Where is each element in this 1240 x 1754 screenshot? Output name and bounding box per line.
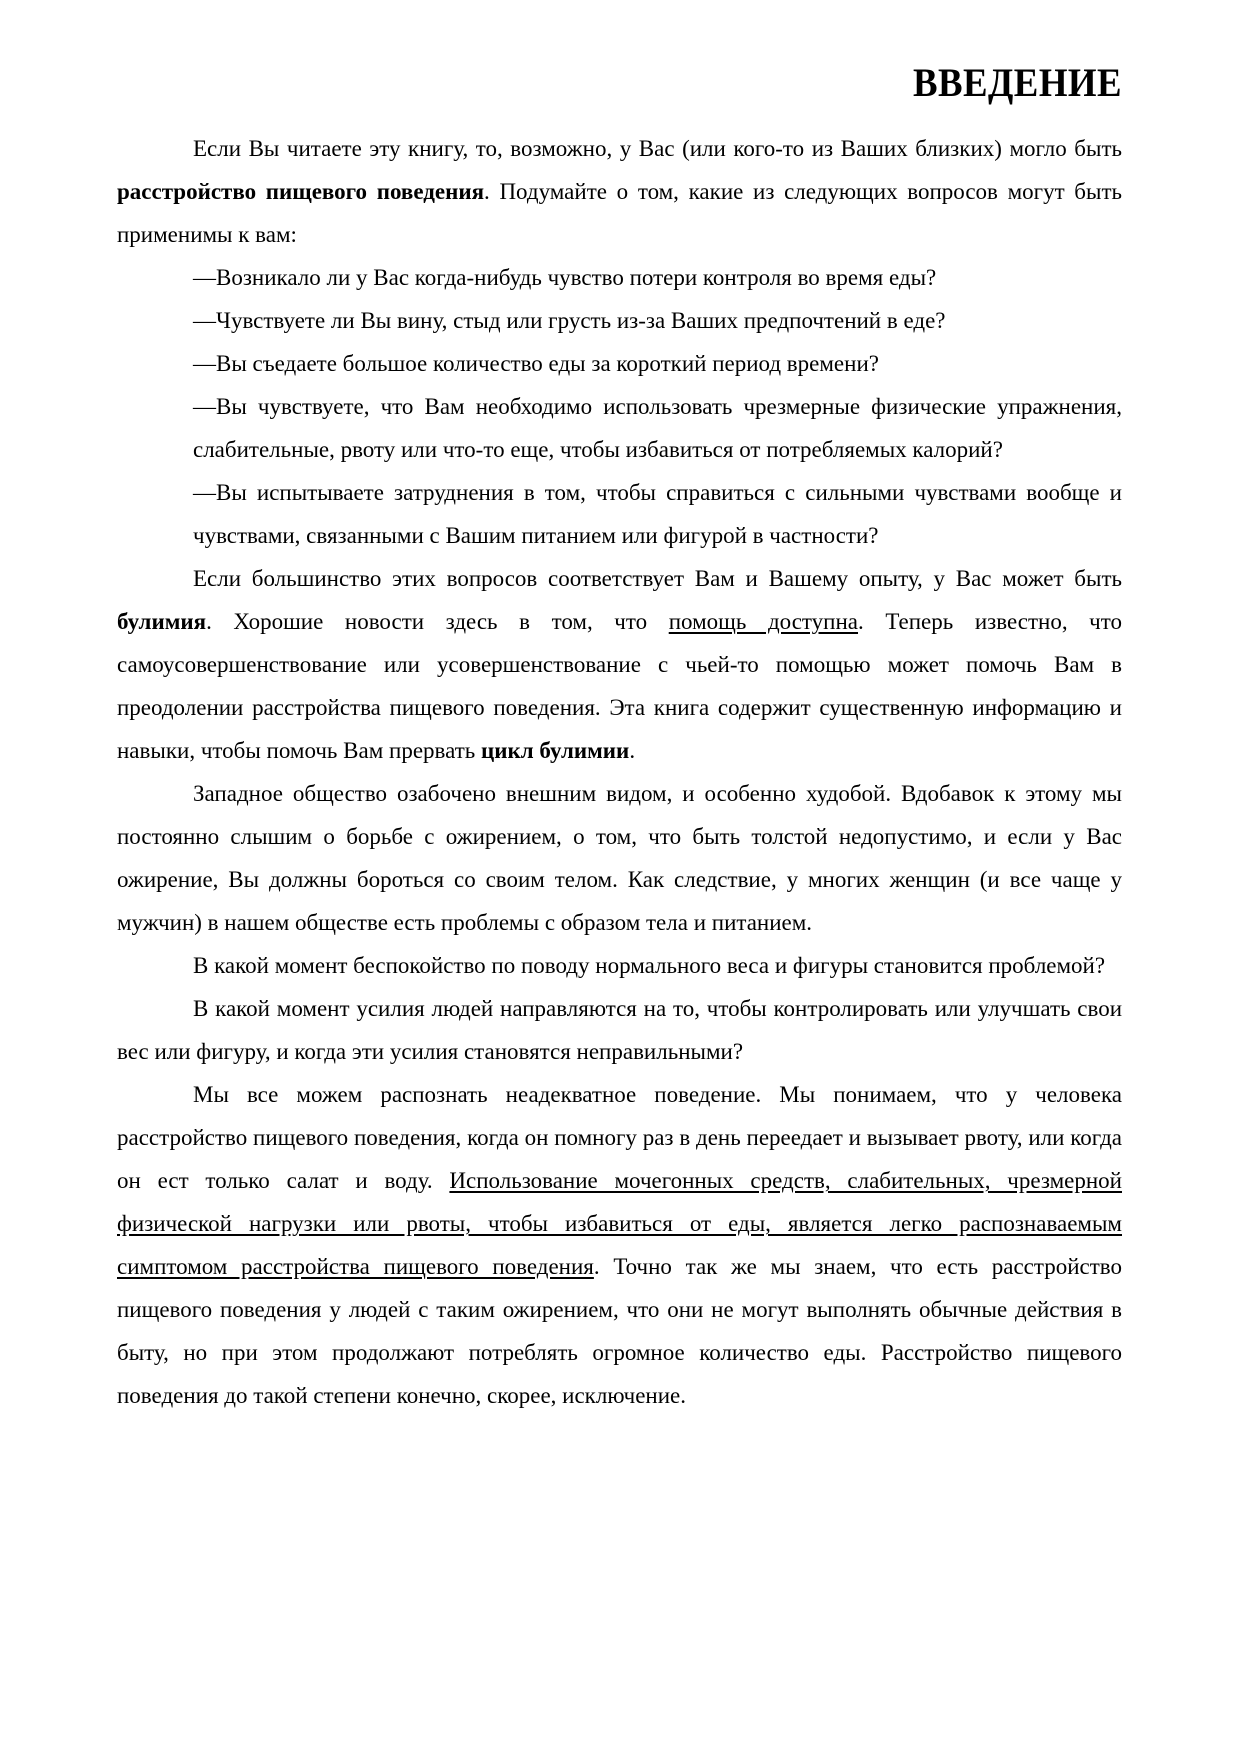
rhetorical-question-1: В какой момент беспокойство по поводу нормального веса и фигуры становится проблемой?: [193, 953, 1106, 978]
document-body: [117, 127, 1122, 1417]
recognition-text-1: Мы все можем распознать неадекватное поведение. Мы понимаем, что у человека расстройство пищевого поведения, когда он помногу раз в день переедает и вызывает рвоту, или когда он ест только салат и воду.: [117, 1082, 1122, 1193]
question-item-1: —Возникало ли у Вас когда-нибудь чувство потери контроля во время еды?: [193, 265, 937, 290]
western-society-paragraph: Западное общество озабочено внешним видом, и особенно худобой. Вдобавок к этому мы постоянно слышим о борьбе с ожирением, о том, что быть толстой недопустимо, и если у Вас ожирение, Вы должны бороться со своим телом. Как следствие, у многих женщин (и все чаще у мужчин) в нашем обществе есть проблемы с образом тела и питанием.: [117, 781, 1122, 935]
symptom-underlined: Использование мочегонных средств, слабительных, чрезмерной физической нагрузки или рвоты, чтобы избавиться от еды, является легко распознаваемым симптомом расстройства пищевого поведения: [117, 1168, 1122, 1279]
intro-text-1: Если Вы читаете эту книгу, то, возможно, у Вас (или кого-то из Ваших близких) могло быть: [193, 136, 1122, 161]
bulimia-bold-term: булимия: [117, 609, 207, 634]
bulimia-cycle-bold: цикл булимии: [481, 738, 630, 763]
bulimia-text-3: . Теперь известно, что самоусовершенствование или усовершенствование с чьей-то помощью может помочь Вам в преодолении расстройства пищевого поведения. Эта книга содержит существенную информацию и навыки, чтобы помочь Вам прервать: [117, 609, 1122, 763]
intro-bold-term: расстройство пищевого поведения: [117, 179, 485, 204]
question-item-4: —Вы чувствуете, что Вам необходимо использовать чрезмерные физические упражнения, слабительные, рвоту или что-то еще, чтобы избавиться от потребляемых калорий?: [193, 394, 1122, 462]
rhetorical-question-2: В какой момент усилия людей направляются на то, чтобы контролировать или улучшать свои вес или фигуру, и когда эти усилия становятся неправильными?: [117, 996, 1122, 1064]
bulimia-text-1: Если большинство этих вопросов соответствует Вам и Вашему опыту, у Вас может быть: [193, 566, 1122, 591]
bulimia-text-4: .: [629, 738, 636, 763]
chapter-title: ВВЕДЕНИЕ: [913, 60, 1122, 105]
question-item-5: —Вы испытываете затруднения в том, чтобы справиться с сильными чувствами вообще и чувствами, связанными с Вашим питанием или фигурой в частности?: [193, 480, 1122, 548]
bulimia-paragraph: [117, 557, 1122, 772]
intro-text-2: . Подумайте о том, какие из следующих вопросов могут быть применимы к вам:: [117, 179, 1122, 247]
recognition-paragraph: [117, 1073, 1122, 1417]
help-available-underlined: помощь доступна: [668, 609, 859, 634]
recognition-text-2: . Точно так же мы знаем, что есть расстройство пищевого поведения у людей с таким ожирением, что они не могут выполнять обычные действия в быту, но при этом продолжают потреблять огромное количество еды. Расстройство пищевого поведения до такой степени конечно, скорее, исключение.: [117, 1254, 1122, 1408]
bulimia-text-2: . Хорошие новости здесь в том, что: [206, 609, 669, 634]
question-item-3: —Вы съедаете большое количество еды за короткий период времени?: [193, 351, 879, 376]
document-page: [117, 58, 1122, 1417]
intro-paragraph: [117, 127, 1122, 256]
question-item-2: —Чувствуете ли Вы вину, стыд или грусть из-за Ваших предпочтений в еде?: [193, 308, 946, 333]
